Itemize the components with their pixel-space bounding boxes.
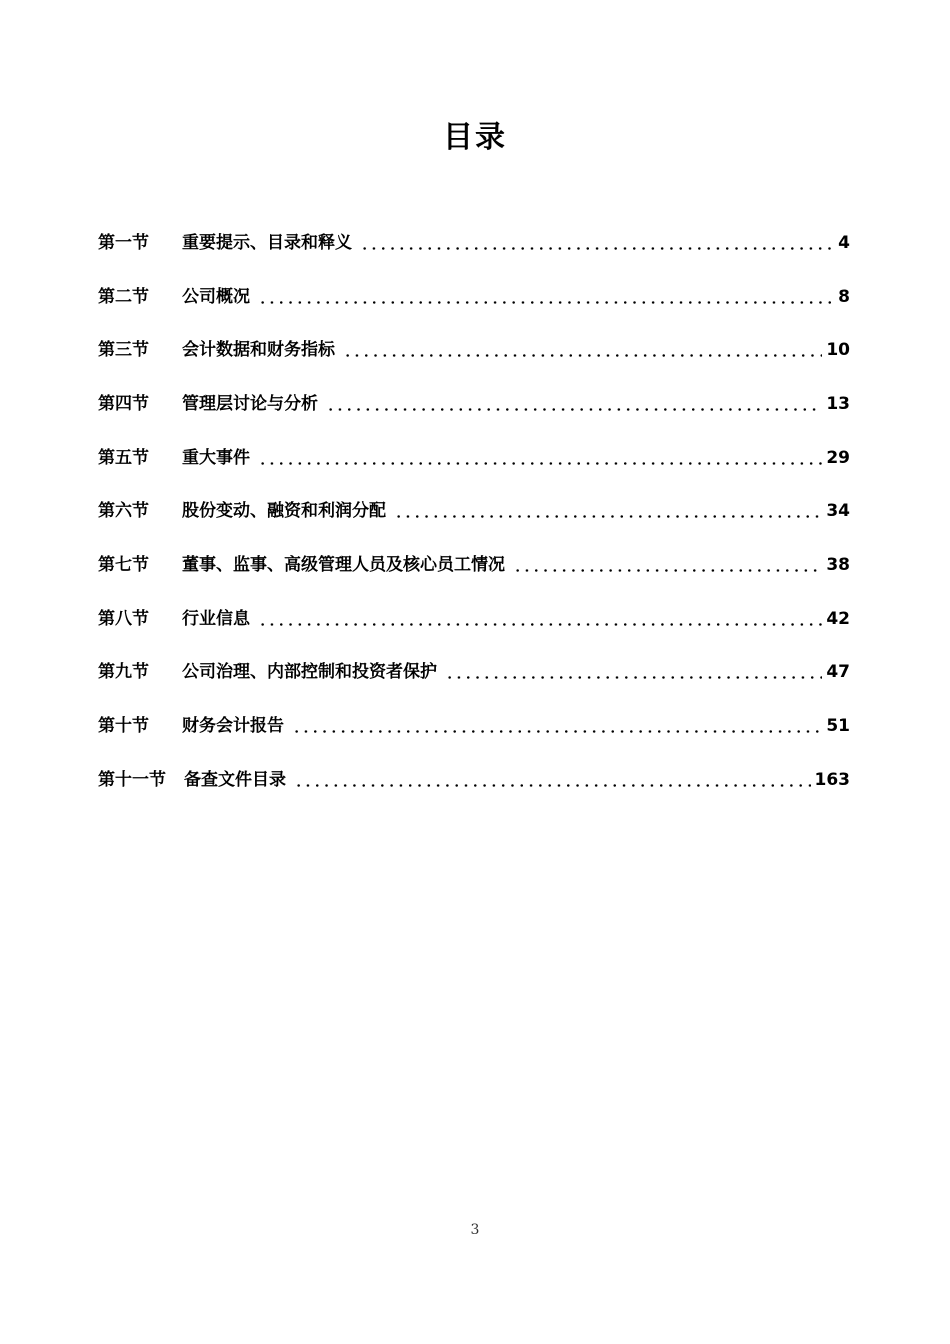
toc-section-number: 第三节 — [98, 340, 149, 361]
toc-section-number: 第一节 — [98, 232, 149, 253]
toc-entry[interactable] — [98, 431, 850, 485]
toc-entry[interactable] — [98, 323, 850, 377]
toc-dot-leader — [258, 282, 834, 312]
toc-heading: 行业信息 — [182, 608, 250, 629]
toc-dot-leader — [513, 550, 822, 580]
toc-dot-leader — [258, 443, 822, 473]
toc-entry[interactable] — [98, 270, 850, 324]
toc-page-number: 163 — [814, 769, 850, 790]
toc-heading: 管理层讨论与分析 — [182, 393, 318, 414]
toc-dot-leader — [258, 604, 822, 634]
toc-entry[interactable] — [98, 592, 850, 646]
toc-entry[interactable] — [98, 377, 850, 431]
toc-page-number: 51 — [826, 716, 850, 737]
toc-section-number: 第五节 — [98, 447, 149, 468]
toc-section-number: 第六节 — [98, 501, 149, 522]
toc-dot-leader — [360, 228, 834, 258]
toc-entry[interactable] — [98, 699, 850, 753]
toc-heading: 股份变动、融资和利润分配 — [182, 501, 386, 522]
toc-section-number: 第七节 — [98, 554, 149, 575]
toc-page-number: 42 — [826, 608, 850, 629]
page-title: 目录 — [443, 120, 507, 155]
toc-entry[interactable] — [98, 646, 850, 700]
toc-heading: 重要提示、目录和释义 — [182, 232, 352, 253]
page-number: 3 — [470, 1222, 480, 1238]
toc-dot-leader — [326, 389, 822, 419]
toc-entry[interactable] — [98, 216, 850, 270]
toc-entry[interactable] — [98, 484, 850, 538]
toc-section-number: 第十一节 — [98, 769, 166, 790]
toc-dot-leader — [343, 335, 822, 365]
toc-heading: 会计数据和财务指标 — [182, 340, 335, 361]
toc-heading: 公司概况 — [182, 286, 250, 307]
toc-page-number: 8 — [838, 286, 850, 307]
toc-heading: 备查文件目录 — [184, 769, 286, 790]
toc-page-number: 10 — [826, 340, 850, 361]
toc-page-number: 34 — [826, 501, 850, 522]
toc-section-number: 第八节 — [98, 608, 149, 629]
toc-dot-leader — [445, 657, 822, 687]
toc-page-number: 38 — [826, 554, 850, 575]
toc-dot-leader — [394, 496, 822, 526]
toc-dot-leader — [294, 765, 811, 795]
toc-entry[interactable] — [98, 753, 850, 807]
toc-section-number: 第四节 — [98, 393, 149, 414]
toc-section-number: 第十节 — [98, 716, 149, 737]
toc-heading: 董事、监事、高级管理人员及核心员工情况 — [182, 554, 505, 575]
toc-section-number: 第九节 — [98, 662, 149, 683]
table-of-contents — [98, 216, 850, 807]
toc-heading: 重大事件 — [182, 447, 250, 468]
toc-page-number: 13 — [826, 393, 850, 414]
toc-section-number: 第二节 — [98, 286, 149, 307]
toc-heading: 财务会计报告 — [182, 716, 284, 737]
toc-page-number: 29 — [826, 447, 850, 468]
toc-heading: 公司治理、内部控制和投资者保护 — [182, 662, 437, 683]
toc-dot-leader — [292, 711, 822, 741]
toc-page-number: 47 — [826, 662, 850, 683]
toc-page-number: 4 — [838, 232, 850, 253]
toc-entry[interactable] — [98, 538, 850, 592]
